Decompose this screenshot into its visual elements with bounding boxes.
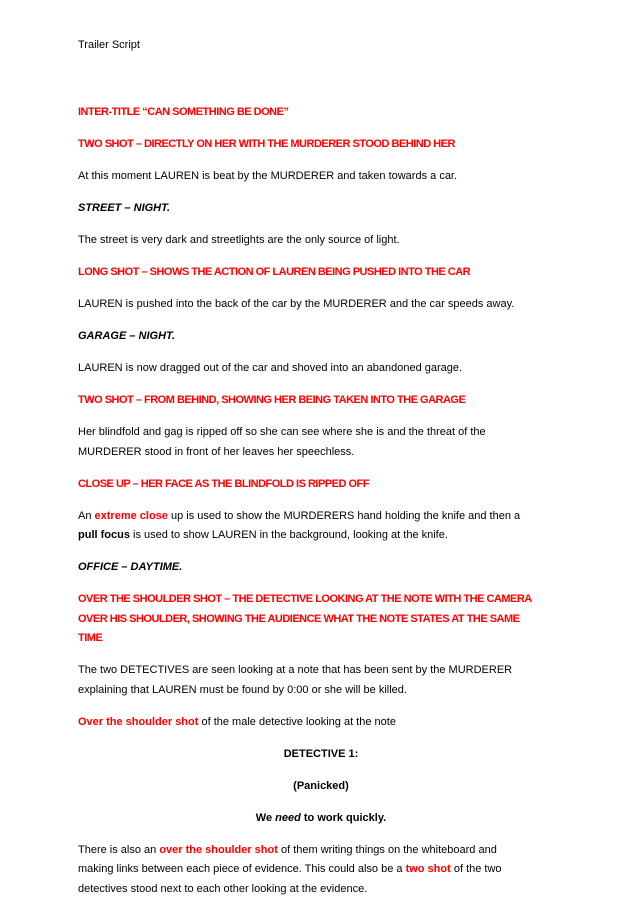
text-run: An — [78, 509, 95, 522]
inter-title: INTER-TITLE “CAN SOMETHING BE DONE” — [78, 106, 289, 118]
text-run: detectives stood next to each other looking at the evidence. — [78, 882, 368, 895]
text-run: of the two — [450, 863, 502, 875]
action-paragraph — [78, 423, 564, 462]
shot-direction: LONG SHOT – SHOWS THE ACTION OF LAUREN BEING PUSHED INTO THE CAR — [78, 266, 471, 278]
dialogue-line — [78, 809, 564, 829]
shot-term: extreme close — [94, 509, 168, 522]
action-paragraph — [78, 507, 564, 546]
shot-term: pull focus — [78, 529, 130, 541]
page-header: Trailer Script — [78, 39, 140, 51]
script-body — [78, 103, 564, 912]
shot-direction: TWO SHOT – FROM BEHIND, SHOWING HER BEING TAKEN INTO THE GARAGE — [78, 394, 466, 406]
text-line: Her blindfold and gag is ripped off so she can see where she is and the threat of the — [78, 426, 486, 438]
shot-term: over the shoulder shot — [159, 843, 278, 856]
text-line: MURDERER stood in front of her leaves her speechless. — [78, 445, 355, 458]
action-line: LAUREN is now dragged out of the car and shoved into an abandoned garage. — [78, 362, 463, 374]
scene-heading: STREET – NIGHT. — [78, 202, 171, 214]
shot-direction — [78, 590, 564, 649]
action-paragraph — [78, 841, 564, 900]
shot-term: Over the shoulder shot — [78, 715, 199, 728]
scene-heading: OFFICE – DAYTIME. — [78, 561, 183, 573]
text-run: making links between each piece of evidence. This could also be a — [78, 863, 406, 875]
text-line: explaining that LAUREN must be found by 0:00 or she will be killed. — [78, 683, 407, 696]
text-run: We — [255, 811, 276, 824]
text-line: OVER HIS SHOULDER, SHOWING THE AUDIENCE WHAT THE NOTE STATES AT THE SAME — [78, 612, 520, 625]
text-run: is used to show LAUREN in the background, looking at the knife. — [129, 529, 448, 541]
action-line: The street is very dark and streetlights are the only source of light. — [78, 234, 400, 246]
action-line: At this moment LAUREN is beat by the MURDERER and taken towards a car. — [78, 170, 458, 182]
emphasis: need — [275, 811, 301, 824]
action-paragraph — [78, 713, 564, 733]
text-run: of the male detective looking at the note — [198, 715, 396, 728]
shot-term: two shot — [405, 863, 451, 875]
text-run: up is used to show the MURDERERS hand holding the knife and then a — [167, 509, 521, 522]
dialogue-parenthetical: (Panicked) — [293, 779, 349, 792]
text-run: There is also an — [78, 843, 160, 856]
scene-heading: GARAGE – NIGHT. — [78, 330, 175, 342]
shot-direction: TWO SHOT – DIRECTLY ON HER WITH THE MURDERER STOOD BEHIND HER — [78, 138, 455, 150]
shot-direction: CLOSE UP – HER FACE AS THE BLINDFOLD IS RIPPED OFF — [78, 477, 369, 490]
text-run: to work quickly. — [300, 811, 387, 824]
text-line: The two DETECTIVES are seen looking at a note that has been sent by the MURDERER — [78, 664, 513, 676]
text-line: TIME — [78, 632, 103, 644]
action-paragraph — [78, 661, 564, 700]
dialogue-character: DETECTIVE 1: — [283, 747, 359, 760]
text-run: of them writing things on the whiteboard and — [277, 843, 497, 856]
action-line: LAUREN is pushed into the back of the car by the MURDERER and the car speeds away. — [78, 298, 515, 310]
text-line: OVER THE SHOULDER SHOT – THE DETECTIVE LOOKING AT THE NOTE WITH THE CAMERA — [78, 593, 532, 605]
